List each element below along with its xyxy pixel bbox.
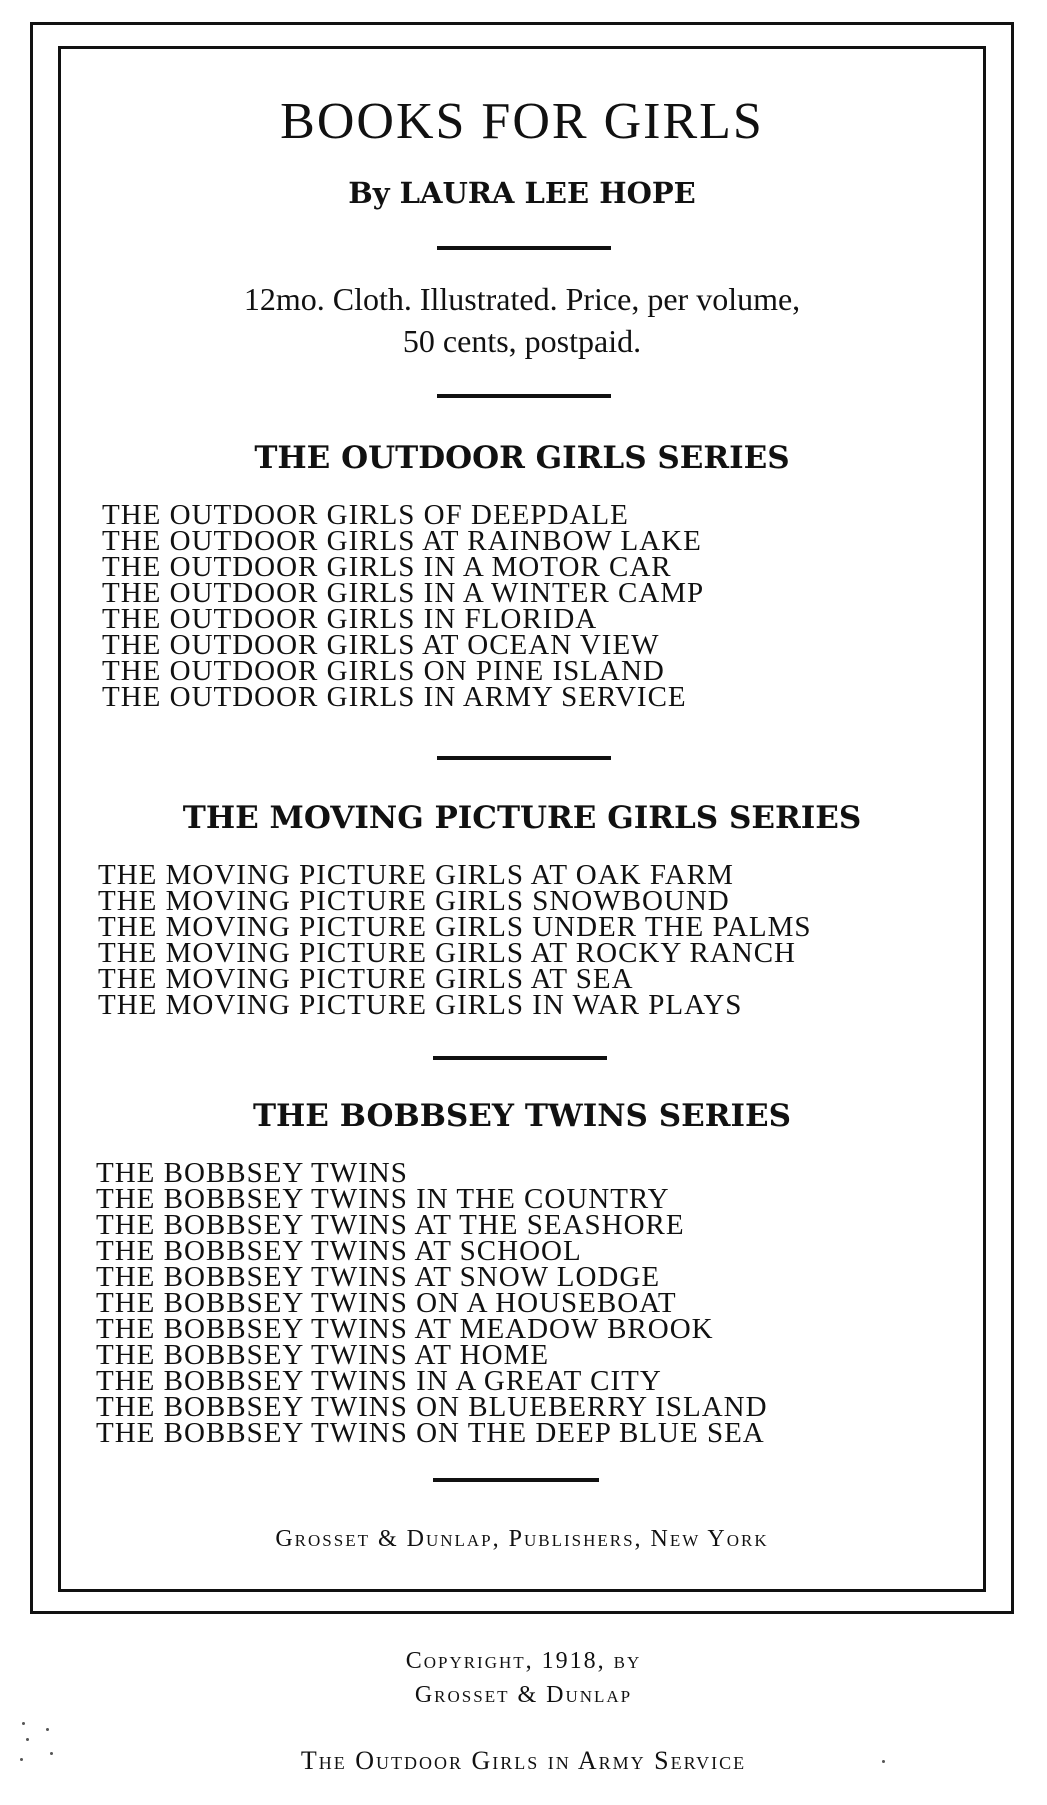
divider-rule xyxy=(437,756,611,760)
series-heading-bobbsey-twins: THE BOBBSEY TWINS SERIES xyxy=(252,1098,792,1134)
divider-rule xyxy=(433,1056,607,1060)
list-item: THE MOVING PICTURE GIRLS SNOWBOUND xyxy=(98,885,730,917)
divider-rule xyxy=(437,394,611,398)
list-item: THE MOVING PICTURE GIRLS AT ROCKY RANCH xyxy=(98,937,796,969)
list-item: THE BOBBSEY TWINS AT SCHOOL xyxy=(96,1235,582,1267)
list-item: THE MOVING PICTURE GIRLS IN WAR PLAYS xyxy=(98,989,743,1021)
list-item: THE BOBBSEY TWINS AT THE SEASHORE xyxy=(96,1209,685,1241)
list-item: THE OUTDOOR GIRLS OF DEEPDALE xyxy=(102,499,629,531)
pricing-line: 50 cents, postpaid. xyxy=(402,323,642,359)
pricing-info xyxy=(58,278,986,362)
list-item: THE BOBBSEY TWINS AT SNOW LODGE xyxy=(96,1261,661,1293)
scan-speck xyxy=(50,1752,53,1755)
publisher-imprint: Grosset & Dunlap, Publishers, New York xyxy=(275,1526,769,1552)
list-item: THE BOBBSEY TWINS ON THE DEEP BLUE SEA xyxy=(96,1417,765,1449)
book-title-footer: The Outdoor Girls in Army Service xyxy=(300,1746,747,1775)
list-item: THE BOBBSEY TWINS ON BLUEBERRY ISLAND xyxy=(96,1391,768,1423)
copyright-notice xyxy=(0,1644,1047,1712)
list-item: THE MOVING PICTURE GIRLS UNDER THE PALMS xyxy=(98,911,812,943)
divider-rule xyxy=(437,246,611,250)
list-item: THE MOVING PICTURE GIRLS AT OAK FARM xyxy=(98,859,734,891)
divider-rule xyxy=(433,1478,599,1482)
list-item: THE OUTDOOR GIRLS AT OCEAN VIEW xyxy=(102,629,660,661)
scan-speck xyxy=(882,1760,885,1763)
list-item: THE MOVING PICTURE GIRLS AT SEA xyxy=(98,963,634,995)
list-item: THE OUTDOOR GIRLS ON PINE ISLAND xyxy=(102,655,665,687)
list-item: THE BOBBSEY TWINS AT HOME xyxy=(96,1339,550,1371)
list-item: THE OUTDOOR GIRLS IN A WINTER CAMP xyxy=(102,577,705,609)
list-item: THE BOBBSEY TWINS ON A HOUSEBOAT xyxy=(96,1287,677,1319)
book-list-outdoor-girls xyxy=(102,499,705,713)
author-line: By LAURA LEE HOPE xyxy=(348,176,696,210)
scan-speck xyxy=(46,1728,49,1731)
list-item: THE OUTDOOR GIRLS IN ARMY SERVICE xyxy=(102,681,687,713)
scan-speck xyxy=(26,1738,29,1741)
copyright-line: Copyright, 1918, by xyxy=(405,1648,642,1674)
list-item: THE OUTDOOR GIRLS AT RAINBOW LAKE xyxy=(102,525,702,557)
list-item: THE BOBBSEY TWINS AT MEADOW BROOK xyxy=(96,1313,714,1345)
list-item: THE BOBBSEY TWINS IN A GREAT CITY xyxy=(96,1365,662,1397)
list-item: THE OUTDOOR GIRLS IN FLORIDA xyxy=(102,603,598,635)
list-item: THE OUTDOOR GIRLS IN A MOTOR CAR xyxy=(102,551,672,583)
scan-speck xyxy=(20,1758,23,1761)
list-item: THE BOBBSEY TWINS xyxy=(96,1157,408,1189)
copyright-holder: Grosset & Dunlap xyxy=(414,1682,633,1708)
list-item: THE BOBBSEY TWINS IN THE COUNTRY xyxy=(96,1183,670,1215)
series-heading-outdoor-girls: THE OUTDOOR GIRLS SERIES xyxy=(254,440,790,476)
series-heading-moving-picture-girls: THE MOVING PICTURE GIRLS SERIES xyxy=(182,800,862,836)
scan-speck xyxy=(22,1722,25,1725)
book-list-bobbsey-twins xyxy=(96,1157,768,1449)
pricing-line: 12mo. Cloth. Illustrated. Price, per volume, xyxy=(243,281,801,317)
page-title: BOOKS FOR GIRLS xyxy=(280,93,764,150)
book-list-moving-picture-girls xyxy=(98,859,812,1021)
